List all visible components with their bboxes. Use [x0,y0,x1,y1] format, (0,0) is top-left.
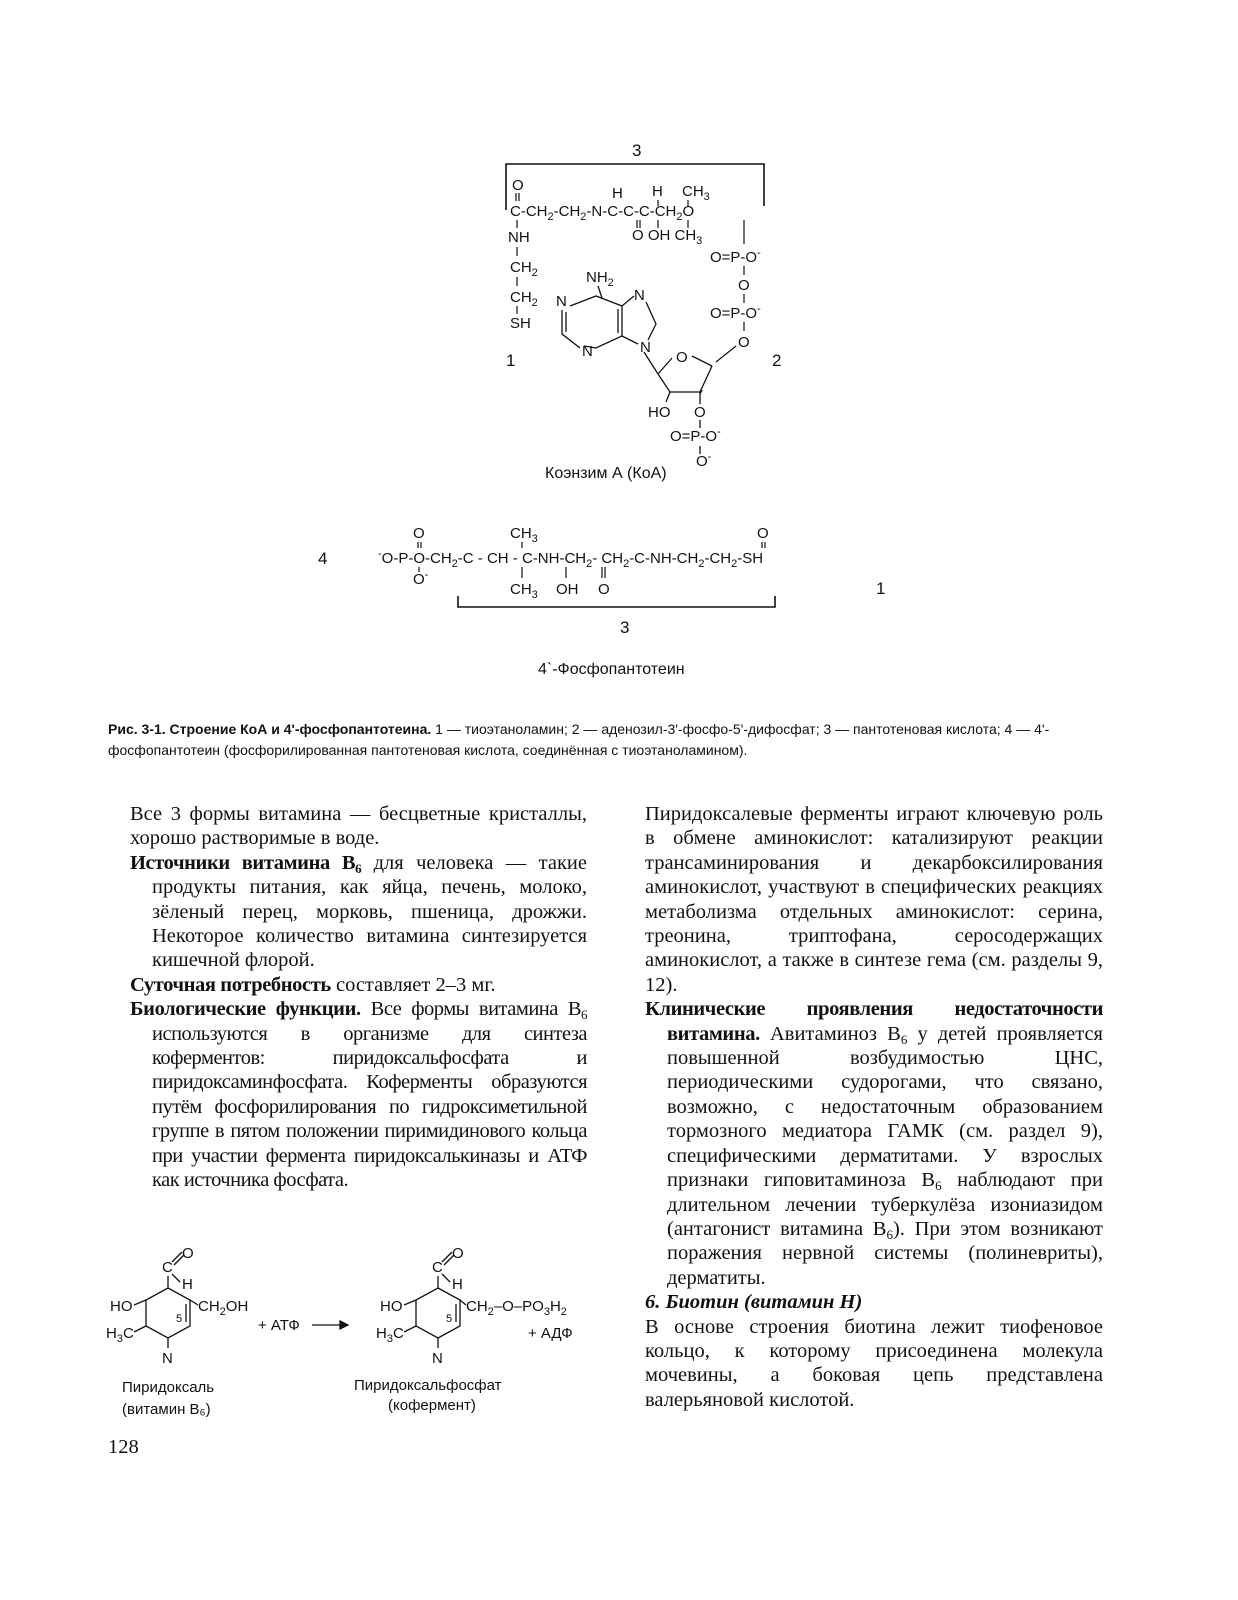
svg-text:O: O [512,177,524,194]
svg-text:O=P-O-: O=P-O- [670,426,721,445]
svg-text:O: O [757,525,769,542]
svg-text:O-: O- [696,451,712,470]
pyridoxal-reaction [0,1235,620,1425]
ppant-name: 4`-Фосфопантотеин [538,661,685,678]
svg-text:OH: OH [556,581,579,598]
svg-text:O: O [694,404,706,421]
svg-text:N: N [582,343,593,360]
atp-label: + АТФ [258,1317,300,1334]
svg-text:H: H [182,1276,193,1293]
paragraph-biotin: В основе строения биотина лежит тиофеновое кольцо, к которому присоединена молекула мочевины, а боковая цепь представлена валерьяновой кислотой. [645,1315,1103,1411]
svg-text:O: O [738,277,750,294]
right-column [645,802,1103,1412]
svg-text:N: N [432,1350,443,1367]
adenine-ring [556,269,651,360]
left-column [130,802,587,1193]
svg-text:HO: HO [110,1298,133,1315]
svg-text:CH2: $CH_2$ [510,289,538,309]
caption-text: 1 — тиоэтаноламин; 2 — аденозил-3'-фосфо-5'-дифосфат; 3 — пантотеновая кислота; 4 — 4'-фосфопантотеин (фосфорилированная пантотеновая кислота, соединённая с тиоэтаноламином). [108,721,1050,758]
svg-text:O-: O- [413,569,429,588]
plp-name: Пиридоксальфосфат [354,1377,502,1394]
svg-text:O OH CH3: O OH $CH_3$ [632,227,703,247]
svg-text:HO: HO [648,404,671,421]
bracket-3-label-bottom: 3 [620,618,630,637]
svg-text:O: O [413,525,425,542]
paragraph-daily-need: Суточная потребность составляет 2–3 мг. [130,973,496,996]
svg-text:H: H [612,185,623,202]
section-heading-biotin: 6. Биотин (витамин H) [645,1291,863,1314]
paragraph-forms: Все 3 формы витамина — бесцветные кристаллы, хорошо растворимые в воде. [130,803,587,850]
functions-heading: Биологические функции. [130,998,361,1021]
bracket-3-label-top: 3 [632,141,642,160]
svg-text:O: O [182,1245,194,1262]
deficiency-heading: Клинические проявления недостаточности витамина. [645,998,1103,1045]
bracket-3-bottom [458,596,775,607]
pyridoxal-subname: (витамин B₆) [122,1401,211,1418]
svg-text:5: 5 [446,1313,453,1325]
svg-text:NH: NH [508,229,530,246]
paragraph-functions: Биологические функции. Все формы витамина $B_6$ используются в организме для синтеза коферментов: пиридоксальфосфата и пиридоксаминфосфата. Коферменты образуются путём фосфорилирования по гидроксиметильной группе в пятом положении пиримидинового кольца при участии фермента пиридоксалькиназы и АТФ как источника фосфата. [130,998,588,1192]
svg-text:NH2: $NH_2$ [586,269,614,289]
pyridoxal-name: Пиридоксаль [122,1379,215,1396]
svg-text:O=P-O-: O=P-O- [710,247,761,266]
daily-need-heading: Суточная потребность [130,973,331,996]
svg-text:CH2–O–PO3H2: $CH_2-O-PO_3H_2$ [466,1298,567,1318]
sources-heading: Источники витамина B [130,851,356,874]
ppant-formula [378,525,769,601]
svg-text:O=P-O-: O=P-O- [710,303,761,322]
coa-name: Коэнзим А (КоА) [545,465,667,482]
svg-text:O: O [676,349,688,366]
svg-text:C: C [162,1259,173,1276]
coa-chain [508,177,710,332]
label-1-coa: 1 [506,351,516,370]
plp-subname: (кофермент) [388,1397,476,1414]
adp-label: + АДФ [528,1325,573,1342]
paragraph-sources: Источники витамина $B_6$ для человека — такие продукты питания, как яйца, печень, молоко, зёленый перец, морковь, пшеница, дрожжи. Некоторое количество витамина синтезируется кишечной флорой. [130,851,587,972]
svg-text:N: N [556,293,567,310]
svg-text:H3C: $H_3C$ [106,1325,134,1345]
caption-title: Рис. 3-1. Строение КоА и 4'-фосфопантотеина. [108,721,432,737]
svg-text:CH3: $CH_3$ [510,525,538,545]
svg-text:H3C: $H_3C$ [376,1325,404,1345]
svg-text:-O-P-O-CH2-C - CH - C-NH-CH2-: $^-O-P-O-CH_2-C$ - CH - $C-NH-CH_2-$ $CH_2-C-NH-CH_2-CH_2-SH$ [378,548,764,570]
svg-text:CH3: $CH_3$ [682,183,710,203]
svg-text:5: 5 [176,1313,183,1325]
svg-text:CH2OH: $CH_2OH$ [198,1298,249,1318]
figure-coa-structure [0,0,1238,700]
page-number: 128 [108,1436,139,1458]
svg-text:N: N [640,339,651,356]
label-2-coa: 2 [772,351,782,370]
svg-text:N: N [634,287,645,304]
svg-text:SH: SH [510,315,531,332]
svg-text:CH3: $CH_3$ [510,581,538,601]
svg-text:N: N [162,1350,173,1367]
svg-text:O: O [738,334,750,351]
label-4: 4 [318,549,328,568]
paragraph-enzymes: Пиридоксалевые ферменты играют ключевую роль в обмене аминокислот: катализируют реакции трансаминирования и декарбоксилирования аминокислот, участвуют в специфических реакциях метаболизма отдельных аминокислот: серина, треонина, триптофана, серосодержащих аминокислот, а также в синтезе гема (см. разделы 9, 12). [645,803,1103,996]
svg-text:H: H [452,1276,463,1293]
ribose-ring [648,349,721,470]
label-1-ppant: 1 [876,579,886,598]
reaction-arrow [312,1321,348,1329]
svg-text:C: C [432,1259,443,1276]
figure-caption [108,719,1118,761]
svg-text:H: H [652,183,663,200]
coa-diphosphate [710,247,761,351]
pyridoxal-structure [106,1245,248,1367]
svg-text:C-CH2-CH2-N-C-C-C-CH2O: $C-CH_2-CH_2-N-C-C-C-CH_2O$ [510,203,695,223]
paragraph-deficiency: Клинические проявления недостаточности витамина. Авитаминоз $B_6$ у детей проявляется повышенной возбудимостью ЦНС, периодическими судорогами, что связано, возможно, с недостаточным образованием тормозного медиатора ГАМК (см. раздел 9), специфическими дерматитами. У взрослых признаки гиповитаминоза $B_6$ наблюдают при длительном лечении туберкулёза изониазидом (антагонист витамина $B_6$). При этом возникают поражения нервной системы (полиневриты), дерматиты. [645,998,1103,1289]
svg-text:O: O [452,1245,464,1262]
pyridoxal-phosphate-structure [376,1245,567,1367]
svg-text:HO: HO [380,1298,403,1315]
svg-text:CH2: $CH_2$ [510,259,538,279]
svg-text:O: O [598,581,610,598]
